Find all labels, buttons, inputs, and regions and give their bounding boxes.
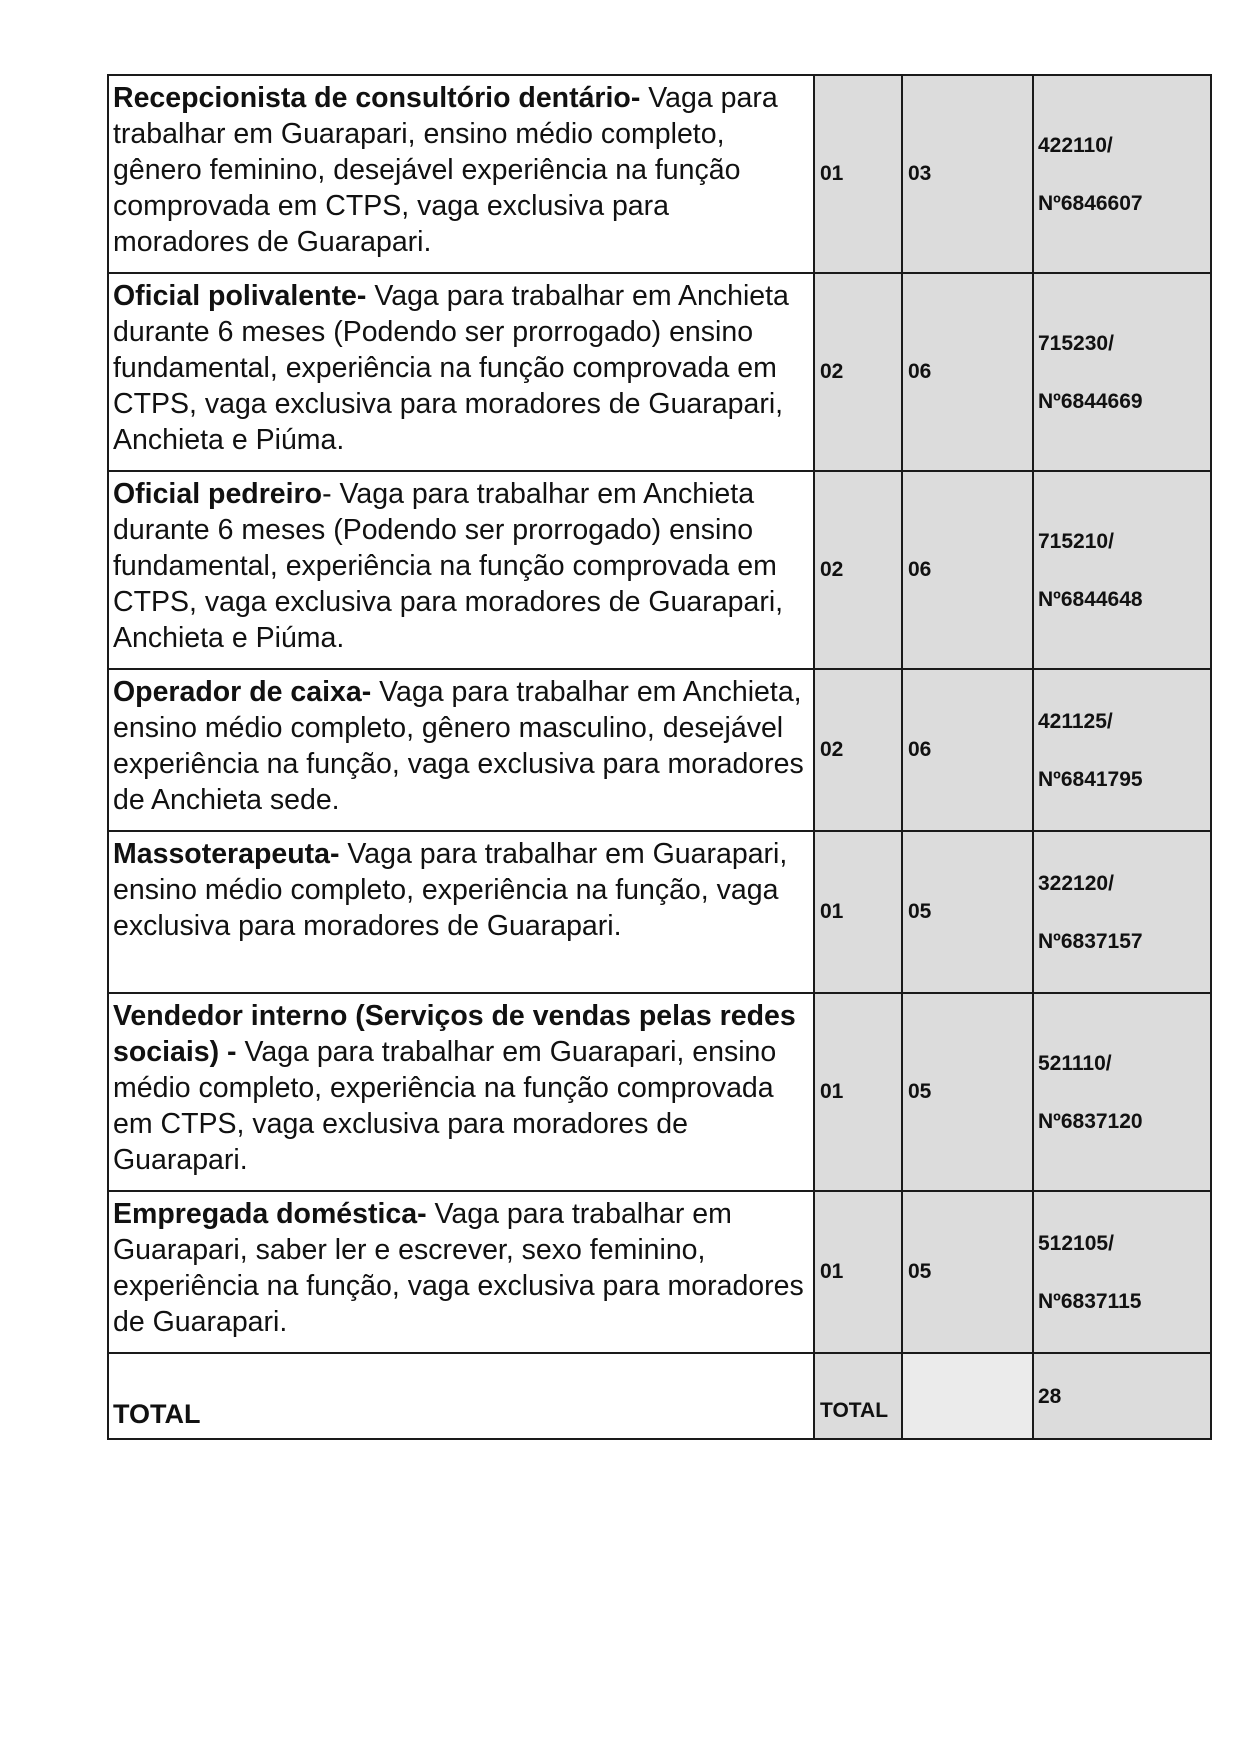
cbo-code: 715210/ <box>1038 529 1114 553</box>
vacancies-cell: 01 <box>814 993 902 1191</box>
job-description: Vaga para trabalhar em Guarapari, saber ler e escrever, sexo feminino, experiência na função, vaga exclusiva para moradores de Guarapari. <box>113 1198 804 1338</box>
job-title: Vendedor interno (Serviços de vendas pelas redes sociais) - <box>113 1000 796 1068</box>
vacancies-cell: 02 <box>814 669 902 831</box>
vacancy-number: Nº6837120 <box>1038 1109 1143 1133</box>
cbo-code: 322120/ <box>1038 871 1114 895</box>
cbo-code-cell <box>1033 1191 1211 1353</box>
total-row <box>108 1353 1211 1439</box>
vacancies-cell: 01 <box>814 831 902 993</box>
table-row <box>108 669 1211 831</box>
vacancy-number: Nº6844669 <box>1038 389 1143 413</box>
table-row <box>108 273 1211 471</box>
job-description-cell <box>108 75 814 273</box>
vacancies-cell: 02 <box>814 471 902 669</box>
cbo-code-cell <box>1033 75 1211 273</box>
job-description: Vaga para trabalhar em Guarapari, ensino médio completo, gênero feminino, desejável experiência na função comprovada em CTPS, vaga exclusiva para moradores de Guarapari. <box>113 82 778 258</box>
vacancy-number: Nº6837157 <box>1038 929 1143 953</box>
cbo-code-cell <box>1033 669 1211 831</box>
job-description: Vaga para trabalhar em Guarapari, ensino médio completo, experiência na função, vaga exclusiva para moradores de Guarapari. <box>113 838 788 942</box>
job-description-cell <box>108 831 814 993</box>
cbo-code: 422110/ <box>1038 133 1113 157</box>
total-label: TOTAL <box>108 1353 814 1439</box>
candidates-cell: 05 <box>902 831 1033 993</box>
job-description: Vaga para trabalhar em Guarapari, ensino médio completo, experiência na função comprovada em CTPS, vaga exclusiva para moradores de Guarapari. <box>113 1036 777 1176</box>
total-value: 28 <box>1033 1353 1211 1439</box>
candidates-cell: 03 <box>902 75 1033 273</box>
table-body <box>108 75 1211 1439</box>
cbo-code-cell <box>1033 471 1211 669</box>
cbo-code: 512105/ <box>1038 1231 1114 1255</box>
candidates-cell: 05 <box>902 1191 1033 1353</box>
candidates-cell: 05 <box>902 993 1033 1191</box>
total-column-label: TOTAL <box>814 1353 902 1439</box>
vacancies-cell: 01 <box>814 1191 902 1353</box>
job-description-cell <box>108 471 814 669</box>
cbo-code: 421125/ <box>1038 709 1113 733</box>
table-row <box>108 993 1211 1191</box>
cbo-code-cell <box>1033 831 1211 993</box>
job-description: - Vaga para trabalhar em Anchieta durante 6 meses (Podendo ser prorrogado) ensino fundamental, experiência na função comprovada em CTPS, vaga exclusiva para moradores de Guarapari, Anchieta e Piúma. <box>113 478 784 654</box>
job-title: Recepcionista de consultório dentário- <box>113 82 641 114</box>
job-title: Empregada doméstica- <box>113 1198 427 1230</box>
cbo-code: 715230/ <box>1038 331 1114 355</box>
total-empty-cell <box>902 1353 1033 1439</box>
job-description-cell <box>108 669 814 831</box>
table-row <box>108 831 1211 993</box>
job-description: Vaga para trabalhar em Anchieta durante 6 meses (Podendo ser prorrogado) ensino fundamental, experiência na função comprovada em CTPS, vaga exclusiva para moradores de Guarapari, Anchieta e Piúma. <box>113 280 789 456</box>
cbo-code-cell <box>1033 273 1211 471</box>
job-description-cell <box>108 993 814 1191</box>
job-description-cell <box>108 273 814 471</box>
vacancies-cell: 01 <box>814 75 902 273</box>
vacancy-number: Nº6837115 <box>1038 1289 1142 1313</box>
vacancies-cell: 02 <box>814 273 902 471</box>
candidates-cell: 06 <box>902 471 1033 669</box>
vacancy-number: Nº6841795 <box>1038 767 1143 791</box>
candidates-cell: 06 <box>902 273 1033 471</box>
job-title: Oficial pedreiro <box>113 478 323 510</box>
table-row <box>108 75 1211 273</box>
cbo-code-cell <box>1033 993 1211 1191</box>
job-description-cell <box>108 1191 814 1353</box>
job-description: Vaga para trabalhar em Anchieta, ensino médio completo, gênero masculino, desejável experiência na função, vaga exclusiva para moradores de Anchieta sede. <box>113 676 804 816</box>
job-vacancies-table <box>107 74 1212 1440</box>
candidates-cell: 06 <box>902 669 1033 831</box>
cbo-code: 521110/ <box>1038 1051 1112 1075</box>
job-title: Oficial polivalente- <box>113 280 367 312</box>
vacancy-number: Nº6844648 <box>1038 587 1143 611</box>
job-title: Operador de caixa- <box>113 676 372 708</box>
table-row <box>108 1191 1211 1353</box>
vacancy-number: Nº6846607 <box>1038 191 1143 215</box>
job-title: Massoterapeuta- <box>113 838 340 870</box>
table-row <box>108 471 1211 669</box>
